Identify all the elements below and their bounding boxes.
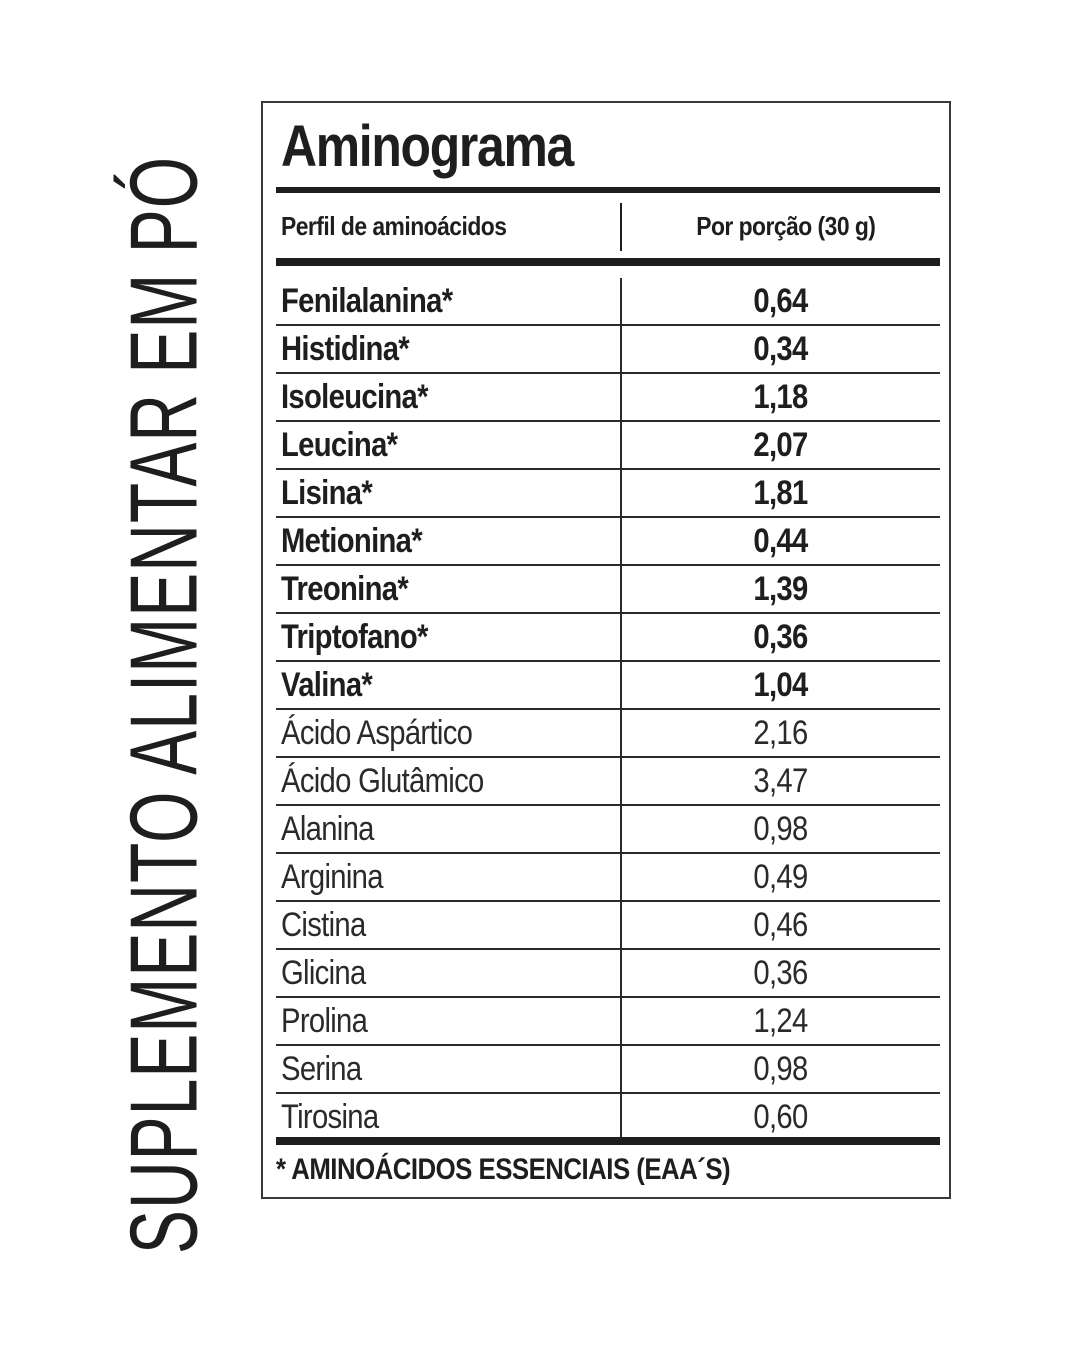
amino-value-cell — [621, 326, 940, 372]
table-row — [276, 806, 940, 854]
amino-value-cell — [621, 1094, 940, 1140]
header-portion — [621, 211, 951, 242]
table-row — [276, 278, 940, 326]
amino-name: Ácido Aspártico — [281, 714, 473, 752]
amino-value-cell — [621, 566, 940, 612]
amino-value-cell — [621, 854, 940, 900]
amino-name: Tirosina — [281, 1098, 379, 1136]
amino-value: 1,39 — [753, 570, 808, 608]
side-label-text: SUPLEMENTO ALIMENTAR EM PÓ — [109, 155, 217, 1255]
amino-name: Glicina — [281, 954, 366, 992]
amino-value: 0,46 — [753, 906, 808, 944]
table-row — [276, 470, 940, 518]
amino-value: 1,04 — [753, 666, 808, 704]
amino-name: Treonina* — [281, 570, 409, 608]
amino-value-cell — [621, 950, 940, 996]
amino-name: Ácido Glutâmico — [281, 762, 484, 800]
amino-rows — [276, 278, 940, 1140]
table-row — [276, 518, 940, 566]
amino-name: Histidina* — [281, 330, 409, 368]
table-row — [276, 998, 940, 1046]
header-portion-text: Por porção (30 g) — [696, 211, 876, 241]
amino-value-cell — [621, 758, 940, 804]
table-row — [276, 422, 940, 470]
amino-name: Cistina — [281, 906, 366, 944]
amino-value-cell — [621, 998, 940, 1044]
amino-value: 0,98 — [753, 810, 808, 848]
amino-value-cell — [621, 278, 940, 324]
amino-value-cell — [621, 806, 940, 852]
table-row — [276, 1046, 940, 1094]
bottom-rule — [276, 1137, 940, 1145]
amino-value: 1,18 — [753, 378, 808, 416]
amino-name: Serina — [281, 1050, 362, 1088]
amino-name: Lisina* — [281, 474, 373, 512]
table-row — [276, 614, 940, 662]
amino-name: Metionina* — [281, 522, 422, 560]
table-row — [276, 326, 940, 374]
table-row — [276, 950, 940, 998]
table-row — [276, 758, 940, 806]
amino-value: 1,24 — [753, 1002, 808, 1040]
amino-value-cell — [621, 902, 940, 948]
footnote: * AMINOÁCIDOS ESSENCIAIS (EAA´S) — [276, 1153, 731, 1186]
amino-value: 1,81 — [753, 474, 808, 512]
amino-value-cell — [621, 422, 940, 468]
amino-name: Triptofano* — [281, 618, 428, 656]
table-row — [276, 902, 940, 950]
amino-name: Fenilalanina* — [281, 282, 453, 320]
amino-value: 0,36 — [753, 954, 808, 992]
amino-value-cell — [621, 662, 940, 708]
header-rule — [276, 258, 940, 266]
amino-value-cell — [621, 614, 940, 660]
amino-value: 0,44 — [753, 522, 808, 560]
amino-value-cell — [621, 518, 940, 564]
amino-value: 0,34 — [753, 330, 808, 368]
amino-value: 2,16 — [753, 714, 808, 752]
amino-value-cell — [621, 470, 940, 516]
table-row — [276, 854, 940, 902]
amino-name: Alanina — [281, 810, 374, 848]
amino-value-cell — [621, 710, 940, 756]
amino-name: Isoleucina* — [281, 378, 428, 416]
amino-value: 2,07 — [753, 426, 808, 464]
table-row — [276, 1094, 940, 1140]
amino-name: Valina* — [281, 666, 373, 704]
header-profile: Perfil de aminoácidos — [281, 211, 507, 241]
table-row — [276, 374, 940, 422]
side-label — [109, 155, 217, 1255]
amino-value: 0,36 — [753, 618, 808, 656]
amino-value-cell — [621, 1046, 940, 1092]
amino-name: Prolina — [281, 1002, 368, 1040]
amino-value-cell — [621, 374, 940, 420]
table-title: Aminograma — [281, 114, 573, 179]
amino-name: Leucina* — [281, 426, 398, 464]
title-rule — [276, 187, 940, 193]
table-row — [276, 566, 940, 614]
table-row — [276, 710, 940, 758]
amino-value: 0,49 — [753, 858, 808, 896]
table-row — [276, 662, 940, 710]
amino-name: Arginina — [281, 858, 383, 896]
amino-value: 3,47 — [753, 762, 808, 800]
aminogram-panel — [261, 101, 951, 1199]
amino-value: 0,64 — [753, 282, 808, 320]
amino-value: 0,60 — [753, 1098, 808, 1136]
amino-value: 0,98 — [753, 1050, 808, 1088]
